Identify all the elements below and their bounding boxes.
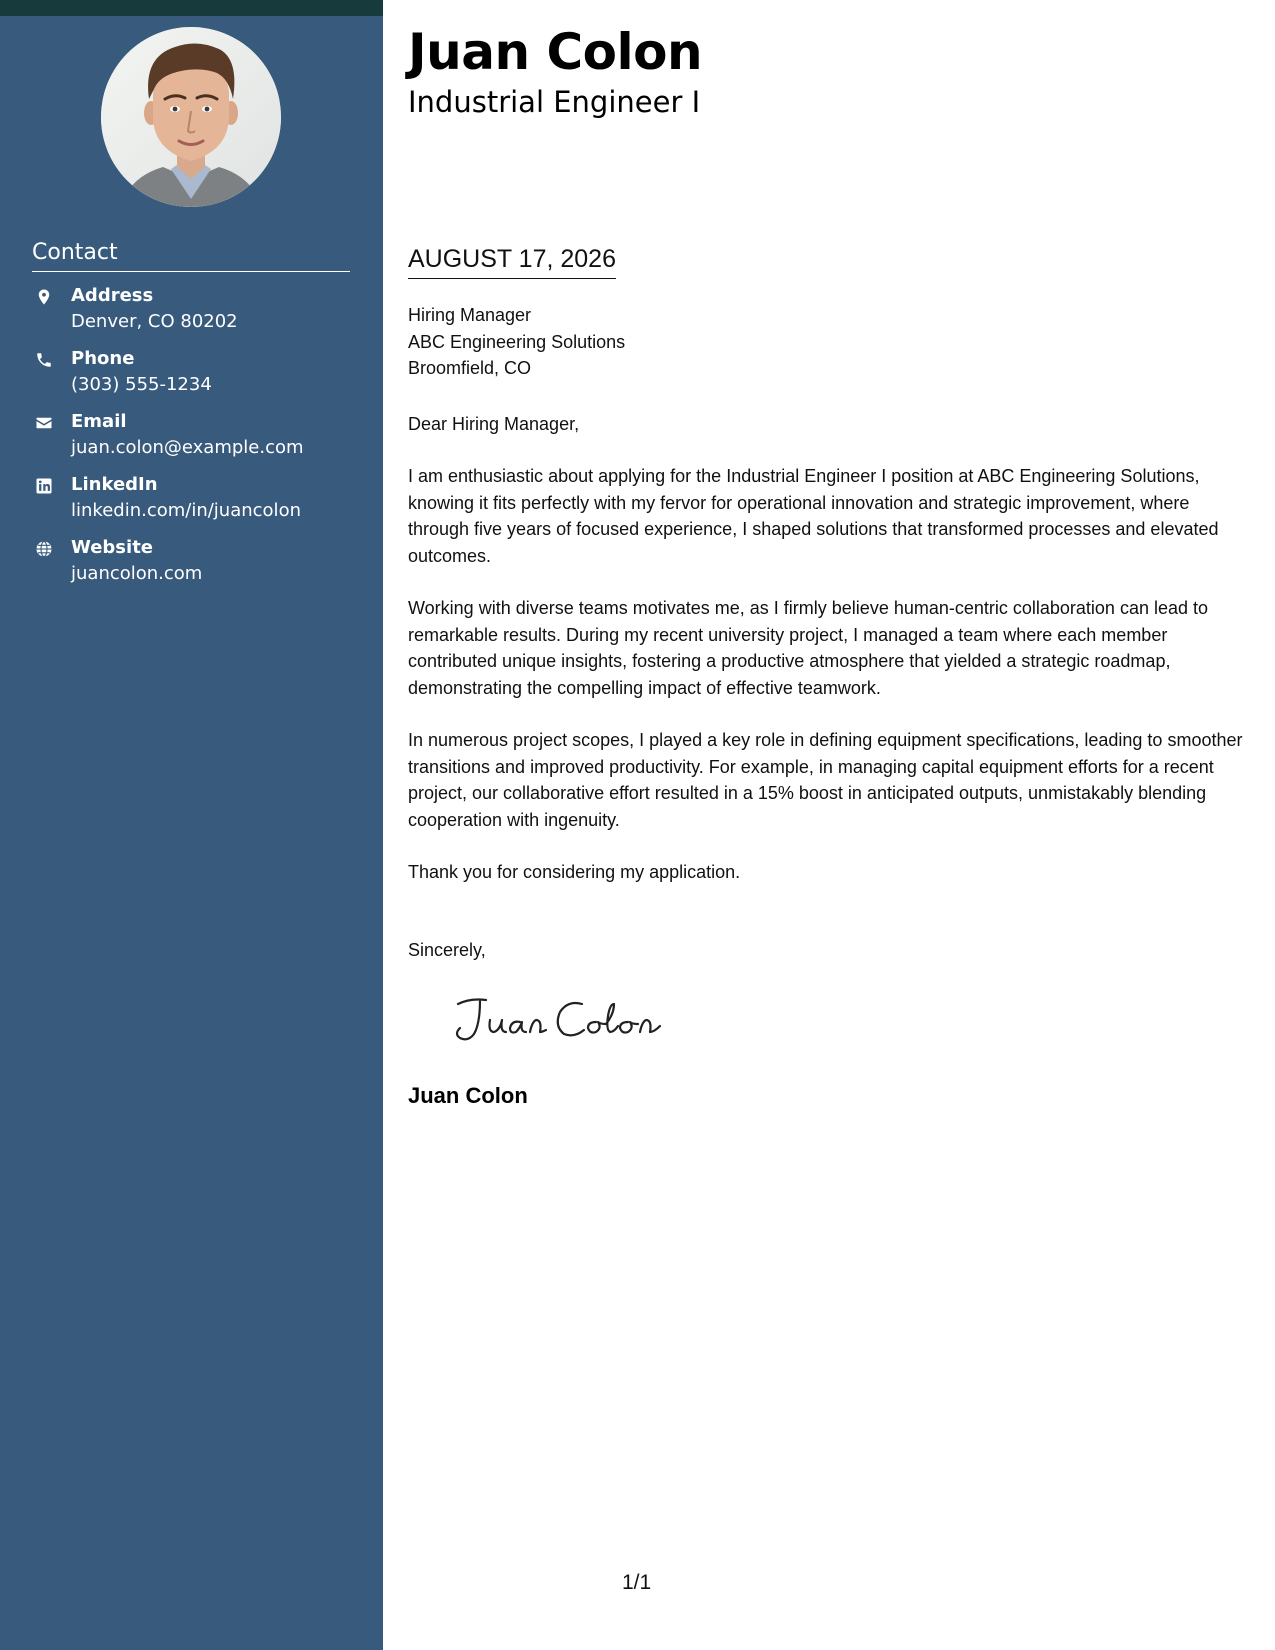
signature-image bbox=[450, 990, 690, 1050]
salutation: Dear Hiring Manager, bbox=[408, 414, 580, 434]
contact-label: Website bbox=[71, 537, 154, 558]
contact-item-linkedin bbox=[32, 473, 362, 536]
avatar bbox=[101, 27, 281, 207]
body-paragraph: Working with diverse teams motivates me, as I firmly believe human-centric collaboration can lead to remarkable results. During my recent university project, I managed a team where each member contributed unique insights, fostering a productive atmosphere that yielded a strategic roadmap, demonstrating the compelling impact of effective teamwork. bbox=[408, 598, 1209, 698]
contact-item-website bbox=[32, 536, 362, 599]
contact-label: Email bbox=[71, 411, 127, 432]
contact-label: Address bbox=[71, 285, 154, 306]
letter-main bbox=[408, 0, 1248, 1650]
job-title: Industrial Engineer I bbox=[408, 85, 701, 119]
phone-icon bbox=[35, 351, 53, 369]
map-pin-icon bbox=[35, 288, 53, 306]
recipient-line: Broomfield, CO bbox=[408, 358, 532, 378]
body-paragraph: In numerous project scopes, I played a key role in defining equipment specifications, leading to smoother transitions and improved productivity. For example, in managing capital equipment efforts for a recent project, our collaborative effort resulted in a 15% boost in anticipated outputs, unmistakably blending cooperation with ingenuity. bbox=[408, 730, 1243, 830]
handwritten-signature bbox=[450, 990, 690, 1050]
contact-label: LinkedIn bbox=[71, 474, 158, 495]
applicant-name: Juan Colon bbox=[408, 23, 703, 81]
avatar-portrait-image bbox=[101, 27, 281, 207]
closing: Sincerely, bbox=[408, 940, 486, 960]
recipient-line: Hiring Manager bbox=[408, 305, 532, 325]
linkedin-value: linkedin.com/in/juancolon bbox=[71, 500, 301, 521]
envelope-icon bbox=[35, 414, 53, 432]
contact-item-phone bbox=[32, 347, 362, 410]
sidebar-top-bar bbox=[0, 0, 383, 16]
address-value: Denver, CO 80202 bbox=[71, 311, 238, 332]
body-paragraph: I am enthusiastic about applying for the Industrial Engineer I position at ABC Engineering Solutions, knowing it fits perfectly with my fervor for operational innovation and strategic improvement, where through five years of focused experience, I shaped solutions that transformed processes and elevated outcomes. bbox=[408, 466, 1219, 566]
page-number: 1/1 bbox=[622, 1571, 652, 1594]
letter-body bbox=[408, 463, 1248, 912]
phone-value: (303) 555-1234 bbox=[71, 374, 212, 395]
email-value: juan.colon@example.com bbox=[71, 437, 304, 458]
letter-date: AUGUST 17, 2026 bbox=[408, 244, 616, 279]
website-value: juancolon.com bbox=[71, 563, 203, 584]
contact-heading: Contact bbox=[32, 239, 350, 272]
linkedin-icon bbox=[35, 477, 53, 495]
recipient-block bbox=[408, 302, 625, 382]
signed-name: Juan Colon bbox=[408, 1083, 528, 1108]
sidebar bbox=[0, 0, 383, 1650]
body-paragraph: Thank you for considering my application. bbox=[408, 862, 741, 882]
contact-label: Phone bbox=[71, 348, 135, 369]
contact-item-address bbox=[32, 284, 362, 347]
globe-icon bbox=[35, 540, 53, 558]
contact-item-email bbox=[32, 410, 362, 473]
contact-list bbox=[32, 284, 362, 599]
recipient-line: ABC Engineering Solutions bbox=[408, 331, 626, 352]
